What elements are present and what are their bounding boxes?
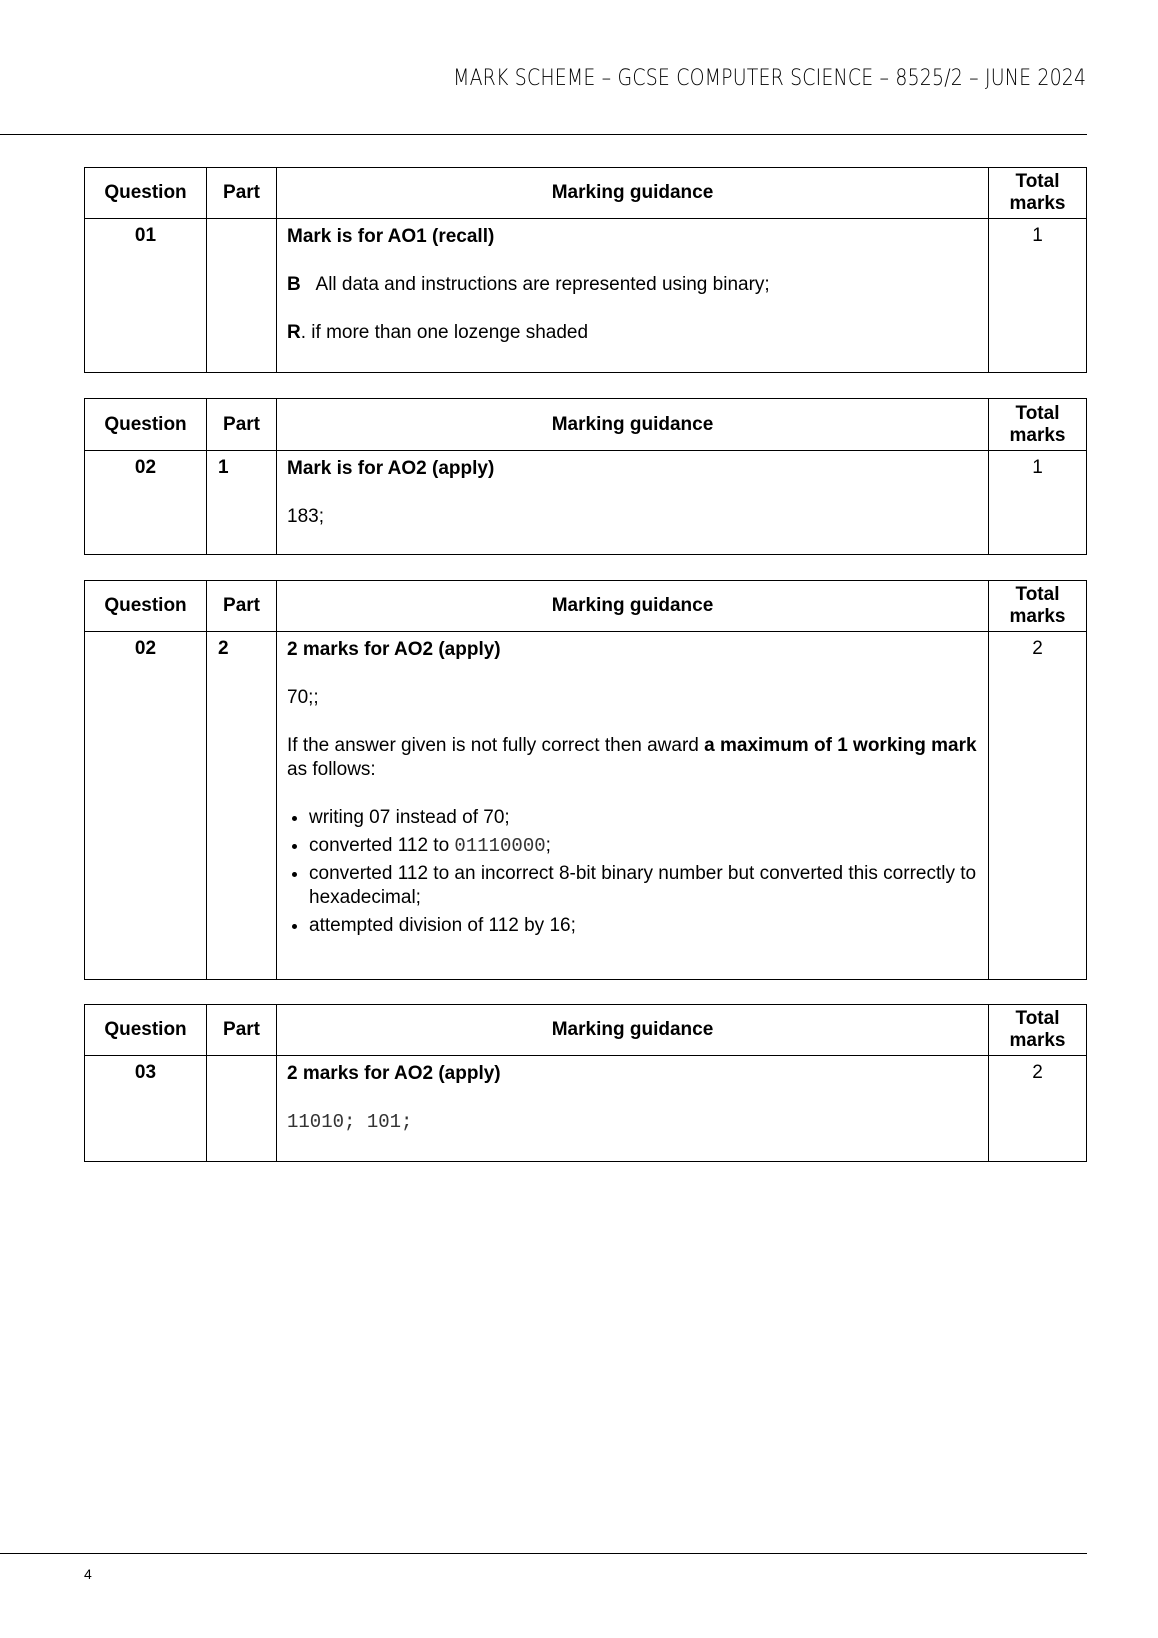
question-number: 03 <box>85 1056 207 1162</box>
note-bold: a maximum of 1 working mark <box>704 735 977 756</box>
total-marks: 2 <box>989 1056 1087 1162</box>
item-text: converted 112 to <box>309 835 455 856</box>
working-mark-list <box>287 806 978 938</box>
answer-text: All data and instructions are represented using binary; <box>315 274 770 295</box>
list-item: • attempted division of 112 by 16; <box>309 914 978 938</box>
mark-table-q01 <box>84 167 1087 373</box>
total-marks: 1 <box>989 219 1087 373</box>
question-number: 02 <box>85 451 207 555</box>
binary-code: 01110000 <box>454 835 546 857</box>
col-guidance: Marking guidance <box>277 399 989 451</box>
col-total: Total marks <box>989 168 1087 219</box>
mark-table-q02-1 <box>84 398 1087 555</box>
total-marks: 2 <box>989 632 1087 980</box>
reject-note <box>287 321 978 345</box>
answer: 70;; <box>287 687 319 708</box>
col-part: Part <box>207 399 277 451</box>
col-part: Part <box>207 581 277 632</box>
col-question: Question <box>85 399 207 451</box>
footer-rule <box>0 1553 1087 1554</box>
col-question: Question <box>85 1005 207 1056</box>
col-part: Part <box>207 168 277 219</box>
answer: 11010; 101; <box>287 1111 413 1133</box>
answer: 183; <box>287 506 324 527</box>
guidance-heading: 2 marks for AO2 (apply) <box>287 1063 501 1084</box>
part-number: 1 <box>207 451 277 555</box>
question-number: 01 <box>85 219 207 373</box>
list-item: • writing 07 instead of 70; <box>309 806 978 830</box>
col-part: Part <box>207 1005 277 1056</box>
item-text: ; <box>545 835 551 856</box>
note-text: as follows: <box>287 759 376 780</box>
question-number: 02 <box>85 632 207 980</box>
partial-note <box>287 734 978 782</box>
guidance-heading: Mark is for AO2 (apply) <box>287 458 495 479</box>
page-number: 4 <box>84 1566 92 1582</box>
answer <box>287 273 978 297</box>
col-question: Question <box>85 168 207 219</box>
reject-text: . if more than one lozenge shaded <box>300 322 589 343</box>
guidance-cell <box>277 1056 989 1162</box>
guidance-heading: 2 marks for AO2 (apply) <box>287 639 501 660</box>
note-text: If the answer given is not fully correct then award <box>287 735 705 756</box>
mark-table-q03 <box>84 1004 1087 1162</box>
part-number: 2 <box>207 632 277 980</box>
list-item: • converted 112 to an incorrect 8-bit binary number but converted this correctly to hexadecimal; <box>309 862 978 910</box>
part-number <box>207 219 277 373</box>
col-question: Question <box>85 581 207 632</box>
reject-label: R <box>287 322 301 343</box>
part-number <box>207 1056 277 1162</box>
col-total: Total marks <box>989 399 1087 451</box>
guidance-cell <box>277 632 989 980</box>
header-rule <box>0 134 1087 135</box>
col-guidance: Marking guidance <box>277 1005 989 1056</box>
col-total: Total marks <box>989 1005 1087 1056</box>
document-header: MARK SCHEME – GCSE COMPUTER SCIENCE – 8525/2 – JUNE 2024 <box>452 66 1086 91</box>
total-marks: 1 <box>989 451 1087 555</box>
guidance-heading: Mark is for AO1 (recall) <box>287 226 495 247</box>
guidance-cell <box>277 219 989 373</box>
guidance-cell <box>277 451 989 555</box>
col-guidance: Marking guidance <box>277 168 989 219</box>
mark-table-q02-2 <box>84 580 1087 980</box>
col-total: Total marks <box>989 581 1087 632</box>
list-item <box>309 834 978 858</box>
col-guidance: Marking guidance <box>277 581 989 632</box>
answer-letter: B <box>287 274 301 295</box>
